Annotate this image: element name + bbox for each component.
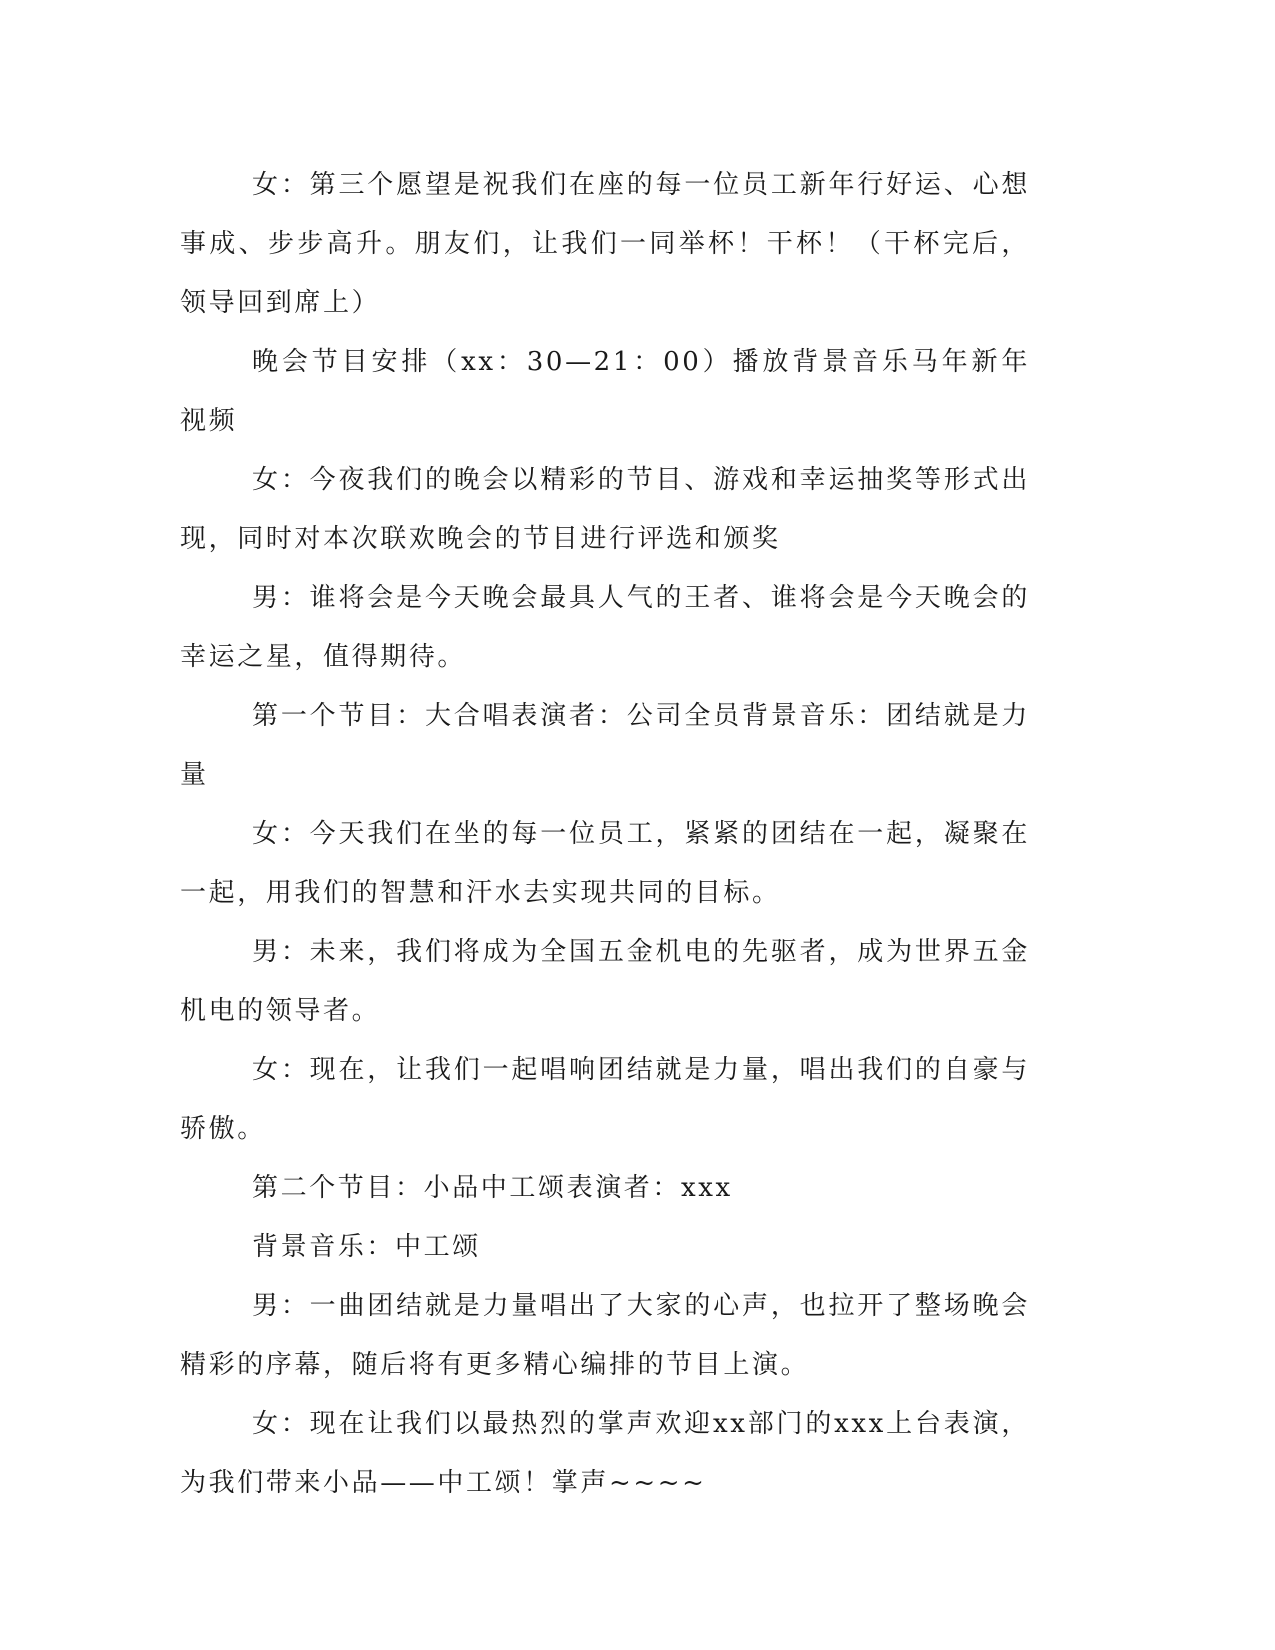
paragraph-program-two: 第二个节目：小品中工颂表演者：xxx [252,1173,733,1203]
paragraph-wish-three: 女：第三个愿望是祝我们在座的每一位员工新年行好运、心想事成、步步高升。朋友们，让我们一同举杯！干杯！（干杯完后，领导回到席上） [180,170,1030,318]
paragraph-female-welcome: 女：现在让我们以最热烈的掌声欢迎xx部门的xxx上台表演，为我们带来小品——中工颂！掌声~~~~ [180,1409,1030,1498]
paragraph-male-future: 男：未来，我们将成为全国五金机电的先驱者，成为世界五金机电的领导者。 [180,937,1030,1026]
paragraph-male-lucky-star: 男：谁将会是今天晚会最具人气的王者、谁将会是今天晚会的幸运之星，值得期待。 [180,583,1030,672]
paragraph-female-sing: 女：现在，让我们一起唱响团结就是力量，唱出我们的自豪与骄傲。 [180,1055,1030,1144]
paragraph-background-music: 背景音乐：中工颂 [252,1232,481,1262]
paragraph-program-schedule: 晚会节目安排（xx：30—21：00）播放背景音乐马年新年视频 [180,347,1030,436]
document-page [180,156,1030,1513]
paragraph-male-prelude: 男：一曲团结就是力量唱出了大家的心声，也拉开了整场晚会精彩的序幕，随后将有更多精心编排的节目上演。 [180,1291,1030,1380]
paragraph-female-intro: 女：今夜我们的晚会以精彩的节目、游戏和幸运抽奖等形式出现，同时对本次联欢晚会的节目进行评选和颁奖 [180,465,1030,554]
paragraph-female-unity: 女：今天我们在坐的每一位员工，紧紧的团结在一起，凝聚在一起，用我们的智慧和汗水去实现共同的目标。 [180,819,1030,908]
paragraph-program-one: 第一个节目：大合唱表演者：公司全员背景音乐：团结就是力量 [180,701,1030,790]
